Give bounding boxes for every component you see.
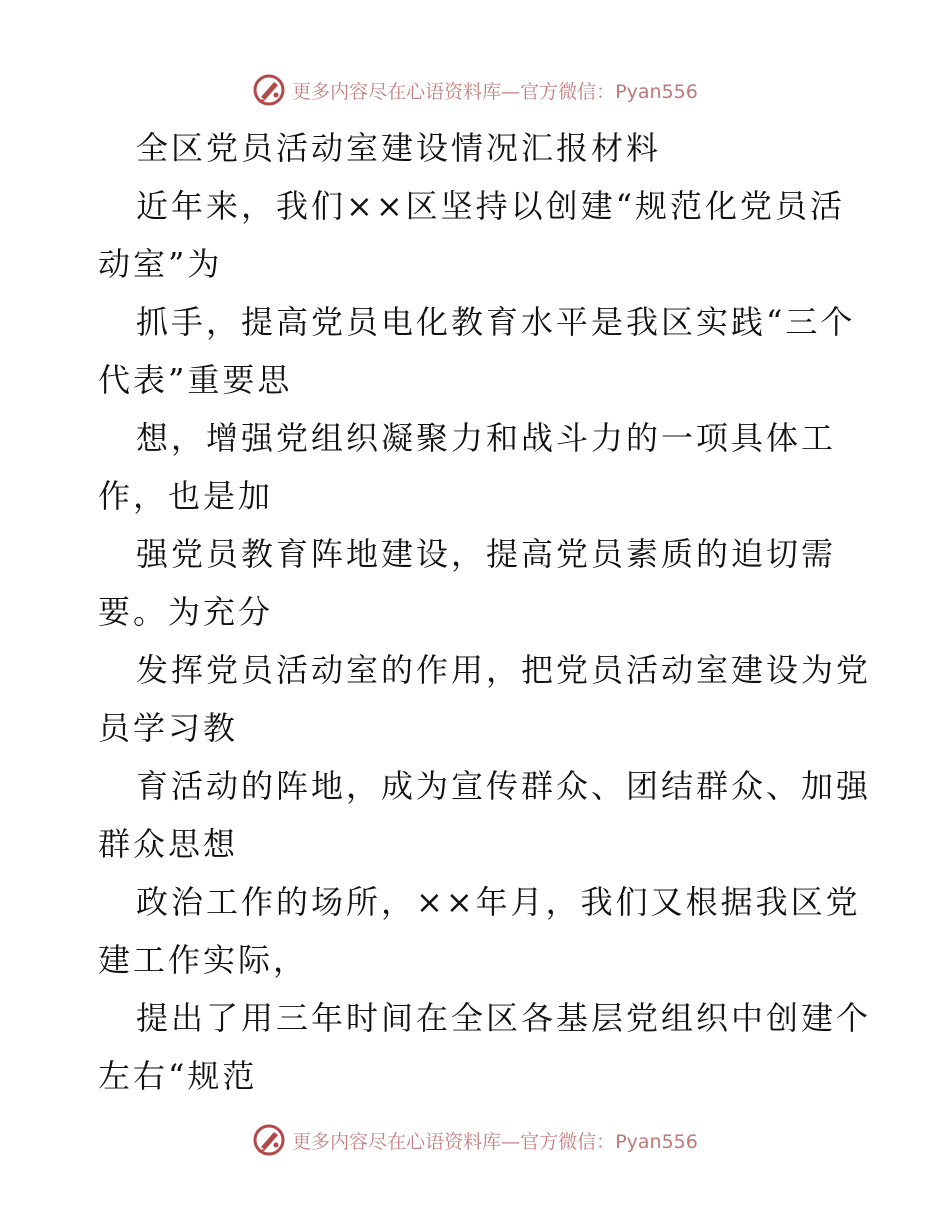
text-line: 员学习教 bbox=[98, 709, 239, 747]
text-line: 想，增强党组织凝聚力和战斗力的一项具体工 bbox=[136, 419, 837, 457]
text-line: 群众思想 bbox=[98, 825, 239, 863]
text-line: 左右“规范 bbox=[98, 1057, 258, 1095]
watermark-site-text: 更多内容尽在心语资料库 bbox=[292, 80, 502, 103]
text-line: 发挥党员活动室的作用，把党员活动室建设为党 bbox=[136, 651, 872, 689]
watermark-wechat-label: 官方微信： bbox=[520, 80, 616, 103]
text-line: 动室”为 bbox=[98, 245, 223, 283]
footer-watermark bbox=[0, 1120, 950, 1160]
brush-pen-seal-icon bbox=[252, 1123, 286, 1157]
text-line: 近年来，我们××区坚持以创建“规范化党员活 bbox=[136, 187, 845, 225]
watermark-site-text: 更多内容尽在心语资料库 bbox=[292, 1130, 502, 1153]
header-watermark bbox=[0, 70, 950, 110]
text-line: 要。为充分 bbox=[98, 593, 274, 631]
watermark-dash: — bbox=[501, 80, 521, 103]
brush-pen-seal-icon bbox=[252, 73, 286, 107]
text-line: 作，也是加 bbox=[98, 477, 274, 515]
watermark-wechat-id: Pyan556 bbox=[615, 1130, 698, 1153]
document-title: 全区党员活动室建设情况汇报材料 bbox=[136, 129, 662, 167]
text-line: 育活动的阵地，成为宣传群众、团结群众、加强 bbox=[136, 767, 872, 805]
text-line: 提出了用三年时间在全区各基层党组织中创建个 bbox=[136, 999, 872, 1037]
text-line: 抓手，提高党员电化教育水平是我区实践“三个 bbox=[136, 303, 856, 341]
text-line: 建工作实际， bbox=[98, 941, 309, 979]
text-line: 政治工作的场所，××年月，我们又根据我区党 bbox=[136, 883, 861, 921]
text-line: 强党员教育阵地建设，提高党员素质的迫切需 bbox=[136, 535, 837, 573]
watermark-wechat-id: Pyan556 bbox=[615, 80, 698, 103]
text-line: 代表”重要思 bbox=[98, 361, 293, 399]
watermark-wechat-label: 官方微信： bbox=[520, 1130, 616, 1153]
watermark-dash: — bbox=[501, 1130, 521, 1153]
